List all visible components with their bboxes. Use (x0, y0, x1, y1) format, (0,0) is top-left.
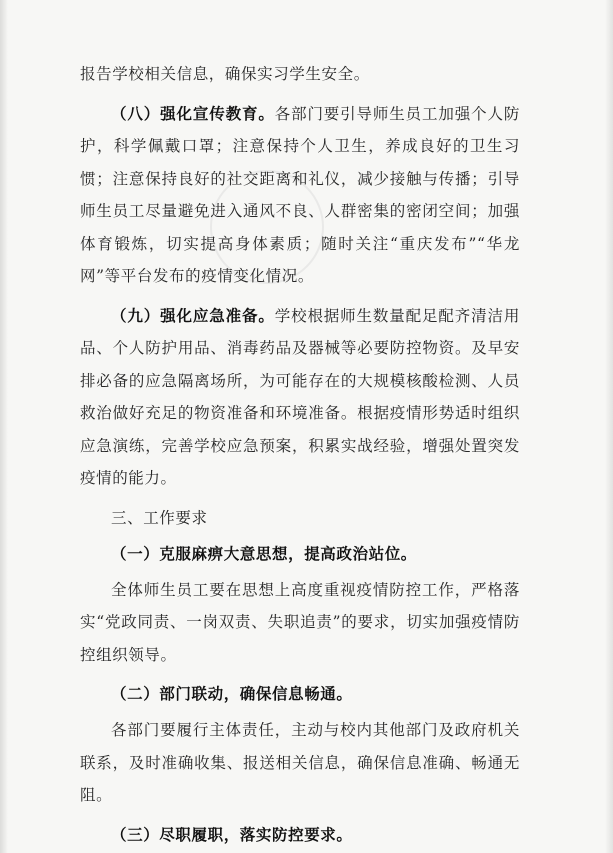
section-title: 三、工作要求 (111, 508, 208, 527)
section-heading (80, 502, 520, 534)
subheading-title: （三）尽职履职，落实防控要求。 (111, 824, 353, 844)
subheading-title: （二）部门联动，确保信息畅通。 (111, 684, 353, 703)
document-body (80, 58, 520, 853)
paragraph-text: 各部门要引导师生员工加强个人防护，科学佩戴口罩；注意保持个人卫生，养成良好的卫生习惯；注意保持良好的社交距离和礼仪，减少接触与传播；引导师生员工尽量避免进入通风不良、人群密集的密闭空间；加强体育锻炼，切实提高身体素质；随时关注“重庆发布”“华龙网”等平台发布的疫情变化情况。 (80, 104, 520, 285)
paragraph-lead: （九）强化应急准备。 (111, 305, 275, 325)
subheading-implement-requirements (80, 819, 520, 851)
paragraph-emergency-preparation (80, 300, 520, 495)
paragraph-political-stance (80, 574, 520, 672)
subheading-department-linkage (80, 678, 520, 710)
paragraph-publicity-education (80, 98, 520, 293)
paragraph-safety-report (80, 58, 520, 91)
paragraph-lead: （八）强化宣传教育。 (111, 103, 275, 123)
paragraph-text: 报告学校相关信息，确保实习学生安全。 (80, 65, 370, 83)
paragraph-text: 学校根据师生数量配足配齐清洁用品、个人防护用品、消毒药品及器械等必要防控物资。及早安排必备的应急隔离场所，为可能存在的大规模核酸检测、人员救治做好充足的物资准备和环境准备。根据疫情形势适时组织应急演练，完善学校应急预案，积累实战经验，增强处置突发疫情的能力。 (80, 306, 520, 487)
paragraph-department-linkage (80, 714, 520, 812)
paragraph-text: 全体师生员工要在思想上高度重视疫情防控工作，严格落实“党政同责、一岗双责、失职追责”的要求，切实加强疫情防控组织领导。 (80, 580, 520, 664)
subheading-political-stance (80, 538, 520, 570)
paragraph-text: 各部门要履行主体责任，主动与校内其他部门及政府机关联系，及时准确收集、报送相关信息，确保信息准确、畅通无阻。 (80, 721, 520, 804)
subheading-title: （一）克服麻痹大意思想，提高政治站位。 (111, 543, 417, 563)
